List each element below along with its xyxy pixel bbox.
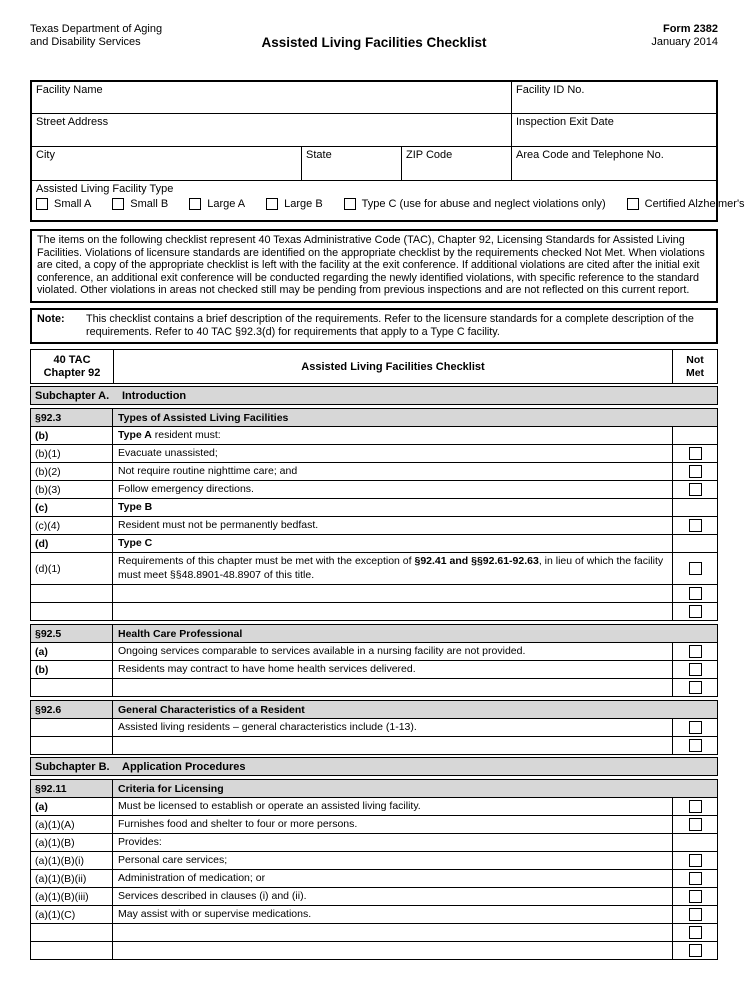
row-code: (a)(1)(C) [31,906,113,923]
not-met-line1: Not [686,353,704,366]
facility-type-options [36,198,745,210]
inspection-exit-date-label: Inspection Exit Date [516,116,614,128]
facility-type-checkbox-type-c-use-for-abuse-and-neg[interactable] [344,198,356,210]
not-met-cell [672,517,717,534]
section-header-row [31,780,717,797]
row-description-text: Type C [118,536,153,549]
row-description [113,834,672,851]
row-code [31,737,113,754]
facility-type-checkbox-certified-alzheimer-s[interactable] [627,198,639,210]
checklist-section [30,408,718,621]
not-met-checkbox[interactable] [689,681,702,694]
row-description-text: Services described in clauses (i) and (ii). [118,889,307,902]
row-code: (a)(1)(B) [31,834,113,851]
not-met-checkbox[interactable] [689,739,702,752]
section-title: Health Care Professional [118,627,243,640]
checklist-header-row [30,349,718,384]
not-met-line2: Met [685,366,705,379]
row-description [113,499,672,516]
row-description-text: Follow emergency directions. [118,482,254,495]
city-label: City [36,149,55,161]
checklist-row [31,905,717,923]
not-met-checkbox[interactable] [689,663,702,676]
section-header-row [31,701,717,718]
row-description [113,643,672,660]
not-met-cell [672,942,717,959]
row-code: (b)(1) [31,445,113,462]
row-description [113,463,672,480]
not-met-checkbox[interactable] [689,587,702,600]
row-description [113,870,672,887]
not-met-cell [672,481,717,498]
street-address-label: Street Address [36,116,109,128]
row-description-text: Ongoing services comparable to services available in a nursing facility are not provided. [118,644,526,657]
not-met-checkbox[interactable] [689,944,702,957]
street-address-field[interactable] [32,114,511,146]
row-description [113,798,672,815]
facility-type-option-certified-alzheimer-s [627,198,745,210]
not-met-checkbox[interactable] [689,721,702,734]
row-description-text: Evacuate unassisted; [118,446,218,459]
not-met-cell [672,816,717,833]
checklist-row [31,642,717,660]
row-description [113,535,672,552]
facility-type-checkbox-small-a[interactable] [36,198,48,210]
checklist-body [30,386,718,960]
form-id-block [651,23,718,49]
facility-id-field[interactable] [511,82,716,113]
row-code: (a) [31,798,113,815]
note-text: This checklist contains a brief description of the requirements. Refer to the licensure standards for a complete description of the requirements. Refer to 40 TAC §92.3(d) for requirements that apply to a Type C facility. [86,312,694,338]
page-header [30,22,718,80]
checklist-row [31,552,717,584]
not-met-checkbox[interactable] [689,645,702,658]
facility-type-checkbox-small-b[interactable] [112,198,124,210]
tac-line2: Chapter 92 [43,366,101,379]
row-description [113,888,672,905]
row-description [113,816,672,833]
form-title: Assisted Living Facilities Checklist [261,35,487,50]
facility-type-option-label: Type C (use for abuse and neglect violations only) [361,198,606,210]
row-description-text: Type B [118,500,153,513]
row-description-text: Administration of medication; or [118,871,266,884]
checklist-row [31,923,717,941]
column-header-tac [31,350,114,383]
not-met-cell [672,585,717,602]
not-met-cell [672,798,717,815]
facility-type-option-large-a [189,198,245,210]
row-description [113,427,672,444]
facility-type-option-label: Small A [54,198,92,210]
row-description [113,924,672,941]
facility-type-row [32,181,747,220]
checklist-row [31,462,717,480]
row-description-text: Provides: [118,835,162,848]
row-description-text: Furnishes food and shelter to four or more persons. [118,817,358,830]
facility-name-label: Facility Name [36,84,103,96]
facility-type-option-small-a [36,198,91,210]
facility-type-checkbox-large-a[interactable] [189,198,201,210]
row-description [113,719,672,736]
row-description [113,553,672,584]
row-description [113,603,672,620]
not-met-cell [672,643,717,660]
row-code [31,603,113,620]
checklist-section [30,779,718,960]
checklist-row [31,815,717,833]
not-met-checkbox[interactable] [689,926,702,939]
row-code [31,942,113,959]
row-code [31,679,113,696]
phone-field[interactable] [511,147,716,180]
checklist-row [31,534,717,552]
facility-type-checkbox-large-b[interactable] [266,198,278,210]
facility-type-label: Assisted Living Facility Type [36,183,174,195]
subchapter-title: Introduction [122,389,187,402]
checklist-row [31,887,717,905]
row-code: (a)(1)(B)(iii) [31,888,113,905]
not-met-cell [672,906,717,923]
column-header-checklist: Assisted Living Facilities Checklist [301,360,485,373]
not-met-cell [672,603,717,620]
note-box [30,308,718,344]
facility-name-field[interactable] [32,82,511,113]
checklist-table [30,349,718,960]
form-number: Form 2382 [662,23,718,35]
zip-code-field[interactable] [401,147,511,180]
not-met-cell [672,679,717,696]
section-title: General Characteristics of a Resident [118,703,305,716]
not-met-cell [672,427,717,444]
phone-label: Area Code and Telephone No. [516,149,664,161]
not-met-cell [672,870,717,887]
facility-info-box [30,80,745,222]
not-met-checkbox[interactable] [689,562,702,575]
not-met-cell [672,535,717,552]
checklist-row [31,498,717,516]
inspection-exit-date-field[interactable] [511,114,716,146]
not-met-checkbox[interactable] [689,465,702,478]
note-label: Note: [37,312,65,325]
section-code: §92.11 [31,780,113,797]
row-description-text: Residents may contract to have home health services delivered. [118,662,416,675]
checklist-row [31,869,717,887]
not-met-checkbox[interactable] [689,800,702,813]
not-met-cell [672,852,717,869]
row-description [113,852,672,869]
not-met-cell [672,499,717,516]
agency-line1: Texas Department of Aging [30,23,163,35]
facility-type-option-label: Certified Alzheimer's [644,198,745,210]
not-met-cell [672,888,717,905]
not-met-cell [672,834,717,851]
row-description-text: Not require routine nighttime care; and [118,464,298,477]
row-code [31,585,113,602]
row-description [113,679,672,696]
section-code: §92.6 [31,701,113,718]
facility-type-option-label: Large B [284,198,323,210]
checklist-section [30,624,718,697]
row-description-text: Must be licensed to establish or operate an assisted living facility. [118,799,421,812]
checklist-row [31,602,717,620]
row-description [113,517,672,534]
row-description [113,737,672,754]
checklist-row [31,584,717,602]
row-code: (b)(3) [31,481,113,498]
checklist-row [31,678,717,696]
agency-line2: and Disability Services [30,36,141,48]
facility-type-option-label: Large A [207,198,246,210]
column-header-not-met [672,350,717,383]
section-title: Types of Assisted Living Facilities [118,411,289,424]
row-description [113,445,672,462]
row-code: (c)(4) [31,517,113,534]
row-code: (b) [31,661,113,678]
row-code [31,719,113,736]
checklist-row [31,718,717,736]
row-code: (d)(1) [31,553,113,584]
row-code: (a) [31,643,113,660]
row-code [31,924,113,941]
facility-type-option-large-b [266,198,323,210]
subchapter-bar [30,757,718,776]
facility-type-option-small-b [112,198,168,210]
facility-id-label: Facility ID No. [516,84,585,96]
row-description-text: Assisted living residents – general characteristics include (1-13). [118,720,417,733]
checklist-row [31,426,717,444]
checklist-row [31,797,717,815]
section-code: §92.5 [31,625,113,642]
form-date: January 2014 [651,36,718,48]
row-description-text: May assist with or supervise medications. [118,907,312,920]
state-field[interactable] [301,147,401,180]
row-description [113,585,672,602]
checklist-row [31,480,717,498]
not-met-cell [672,737,717,754]
not-met-checkbox[interactable] [689,605,702,618]
checklist-row [31,444,717,462]
row-description-text: Resident must not be permanently bedfast. [118,518,319,531]
section-header-row [31,409,717,426]
not-met-cell [672,924,717,941]
row-description [113,481,672,498]
not-met-cell [672,463,717,480]
intro-paragraph: The items on the following checklist represent 40 Texas Administrative Code (TAC), Chapter 92, Licensing Standards for Assisted Living Facilities. Violations of licensure standards are identified on the appropriate checklist by the requirements checked Not Met. When violations are cited, a copy of the appropriate checklist is left with the facility at the exit conference. If additional violations are cited after the initial exit conference, an additional exit conference will be conducted regarding the newly identified violations, with specific reference to the standard violated. Other violations in areas not checked still may be pending from previous inspections and are not reflected on this current report. [30,229,718,303]
row-code: (c) [31,499,113,516]
row-code: (b) [31,427,113,444]
not-met-checkbox[interactable] [689,908,702,921]
facility-type-option-label: Small B [130,198,169,210]
not-met-checkbox[interactable] [689,447,702,460]
not-met-cell [672,553,717,584]
not-met-cell [672,719,717,736]
row-code: (d) [31,535,113,552]
not-met-checkbox[interactable] [689,890,702,903]
checklist-row [31,736,717,754]
state-label: State [306,149,332,161]
row-code: (a)(1)(A) [31,816,113,833]
row-code: (b)(2) [31,463,113,480]
section-header-row [31,625,717,642]
not-met-checkbox[interactable] [689,519,702,532]
checklist-row [31,660,717,678]
not-met-cell [672,661,717,678]
tac-line1: 40 TAC [53,353,91,366]
subchapter-title: Application Procedures [122,760,246,773]
not-met-cell [672,445,717,462]
subchapter-bar [30,386,718,405]
checklist-row [31,833,717,851]
not-met-checkbox[interactable] [689,872,702,885]
section-code: §92.3 [31,409,113,426]
row-code: (a)(1)(B)(ii) [31,870,113,887]
row-description-text: Type A resident must: [118,428,221,441]
row-description-text: Requirements of this chapter must be met with the exception of §92.41 and §§92.61-92.63, in lieu of which the facility must meet §§48.8901-48.8907 of this title. [118,555,664,581]
not-met-checkbox[interactable] [689,854,702,867]
subchapter-code: Subchapter B. [35,760,110,773]
city-field[interactable] [32,147,301,180]
section-title: Criteria for Licensing [118,782,224,795]
subchapter-code: Subchapter A. [35,389,110,402]
row-code: (a)(1)(B)(i) [31,852,113,869]
not-met-checkbox[interactable] [689,483,702,496]
row-description-text: Personal care services; [118,853,228,866]
facility-type-option-type-c-use-for-abuse-and-neg [344,198,606,210]
zip-code-label: ZIP Code [406,149,453,161]
row-description [113,906,672,923]
checklist-row [31,516,717,534]
checklist-section [30,700,718,755]
checklist-row [31,851,717,869]
checklist-row [31,941,717,959]
row-description [113,942,672,959]
not-met-checkbox[interactable] [689,818,702,831]
row-description [113,661,672,678]
